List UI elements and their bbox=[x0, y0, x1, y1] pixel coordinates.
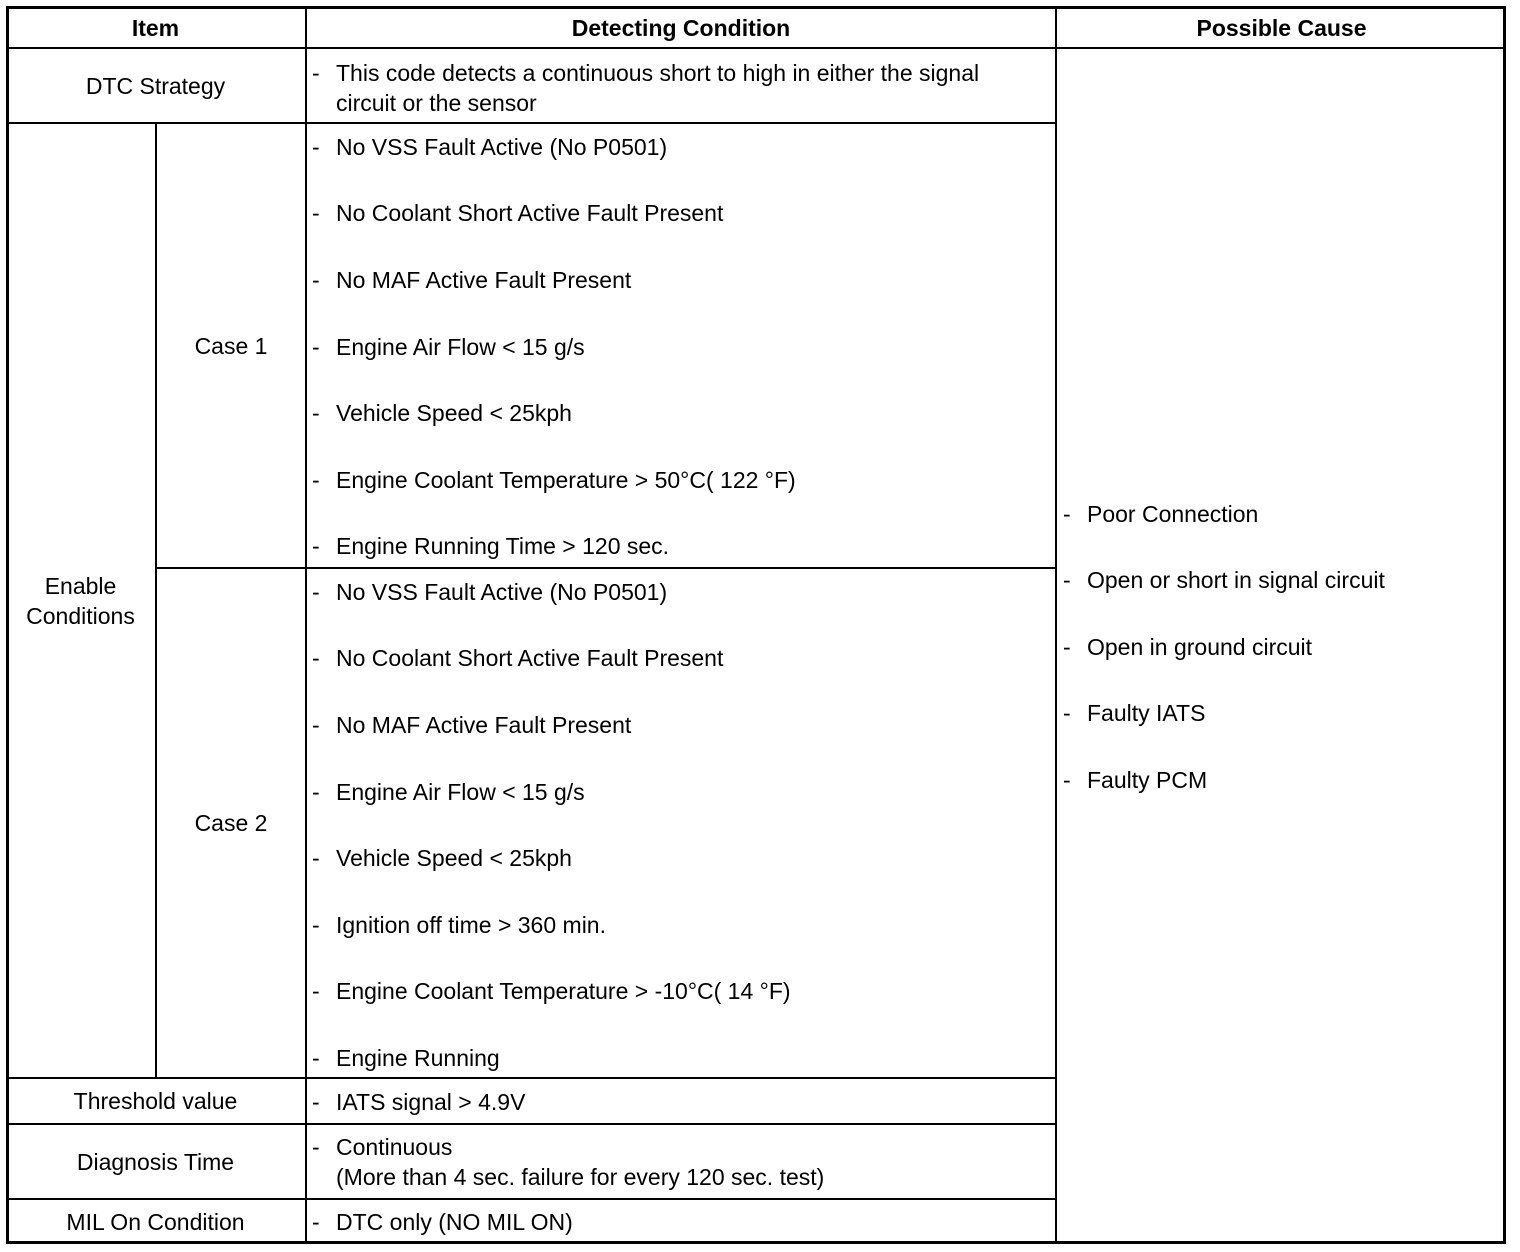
case2-label: Case 2 bbox=[194, 810, 268, 836]
condition-text: Engine Air Flow < 15 g/s bbox=[336, 334, 585, 360]
condition-text: No VSS Fault Active (No P0501) bbox=[336, 134, 668, 160]
bullet-dash: - bbox=[312, 645, 320, 671]
bullet-dash: - bbox=[312, 400, 320, 426]
condition-text: No Coolant Short Active Fault Present bbox=[336, 645, 724, 671]
diagnosis-time-value: Continuous (More than 4 sec. failure for every 120 sec. test) bbox=[336, 1134, 825, 1190]
bullet-dash: - bbox=[312, 845, 320, 871]
cause-text: Faulty PCM bbox=[1087, 767, 1208, 793]
bullet-dash: - bbox=[312, 267, 320, 293]
header-detecting-condition: Detecting Condition bbox=[571, 15, 791, 41]
condition-text: Engine Running bbox=[336, 1045, 500, 1071]
bullet-dash: - bbox=[312, 200, 320, 226]
dtc-strategy-description: This code detects a continuous short to high in either the signal circuit or the sensor bbox=[336, 60, 980, 116]
case1-conditions bbox=[312, 132, 1052, 562]
cause-text: Faulty IATS bbox=[1087, 700, 1206, 726]
bullet-dash: - bbox=[312, 779, 320, 805]
enable-conditions-label bbox=[6, 124, 155, 1077]
bullet-dash: - bbox=[312, 533, 320, 559]
bullet-dash: - bbox=[312, 1209, 320, 1235]
condition-text: No MAF Active Fault Present bbox=[336, 712, 632, 738]
enable-conditions-line1: Enable bbox=[44, 572, 117, 599]
mil-label: MIL On Condition bbox=[66, 1208, 245, 1235]
threshold-label: Threshold value bbox=[73, 1088, 238, 1114]
bullet-dash: - bbox=[312, 60, 320, 86]
bullet-dash: - bbox=[1063, 767, 1071, 793]
condition-text: No Coolant Short Active Fault Present bbox=[336, 200, 724, 226]
dtc-strategy-text bbox=[312, 58, 1052, 118]
condition-text: Engine Air Flow < 15 g/s bbox=[336, 779, 585, 805]
header-possible-cause: Possible Cause bbox=[1196, 15, 1367, 41]
condition-text: Vehicle Speed < 25kph bbox=[336, 400, 572, 426]
possible-causes-list bbox=[1063, 499, 1503, 799]
condition-text: Engine Coolant Temperature > -10°C( 14 °F) bbox=[336, 978, 791, 1004]
diagnosis-time-text bbox=[312, 1132, 1052, 1192]
cause-text: Open or short in signal circuit bbox=[1087, 567, 1385, 593]
mil-value: DTC only (NO MIL ON) bbox=[336, 1209, 573, 1235]
detecting-column-divider bbox=[1055, 6, 1057, 1244]
case2-conditions bbox=[312, 577, 1052, 1075]
threshold-value: IATS signal > 4.9V bbox=[336, 1089, 526, 1115]
bullet-dash: - bbox=[312, 978, 320, 1004]
bullet-dash: - bbox=[312, 134, 320, 160]
header-item: Item bbox=[131, 15, 180, 41]
bullet-dash: - bbox=[312, 1134, 320, 1160]
bullet-dash: - bbox=[312, 1045, 320, 1071]
condition-text: Engine Coolant Temperature > 50°C( 122 °F) bbox=[336, 467, 796, 493]
bullet-dash: - bbox=[312, 334, 320, 360]
bullet-dash: - bbox=[1063, 634, 1071, 660]
bullet-dash: - bbox=[312, 467, 320, 493]
condition-text: Engine Running Time > 120 sec. bbox=[336, 533, 670, 559]
item-column-divider bbox=[305, 6, 307, 1244]
bullet-dash: - bbox=[312, 712, 320, 738]
bullet-dash: - bbox=[1063, 700, 1071, 726]
case1-label: Case 1 bbox=[194, 332, 268, 359]
condition-text: Vehicle Speed < 25kph bbox=[336, 845, 572, 871]
bullet-dash: - bbox=[312, 912, 320, 938]
cause-text: Poor Connection bbox=[1087, 501, 1259, 527]
condition-text: Ignition off time > 360 min. bbox=[336, 912, 606, 938]
diagnosis-time-label: Diagnosis Time bbox=[76, 1148, 235, 1175]
enable-conditions-line2: Conditions bbox=[26, 602, 135, 629]
bullet-dash: - bbox=[312, 579, 320, 605]
condition-text: No VSS Fault Active (No P0501) bbox=[336, 579, 668, 605]
bullet-dash: - bbox=[1063, 567, 1071, 593]
condition-text: No MAF Active Fault Present bbox=[336, 267, 632, 293]
bullet-dash: - bbox=[312, 1089, 320, 1115]
bullet-dash: - bbox=[1063, 501, 1071, 527]
cause-text: Open in ground circuit bbox=[1087, 634, 1313, 660]
dtc-strategy-label: DTC Strategy bbox=[85, 72, 226, 99]
